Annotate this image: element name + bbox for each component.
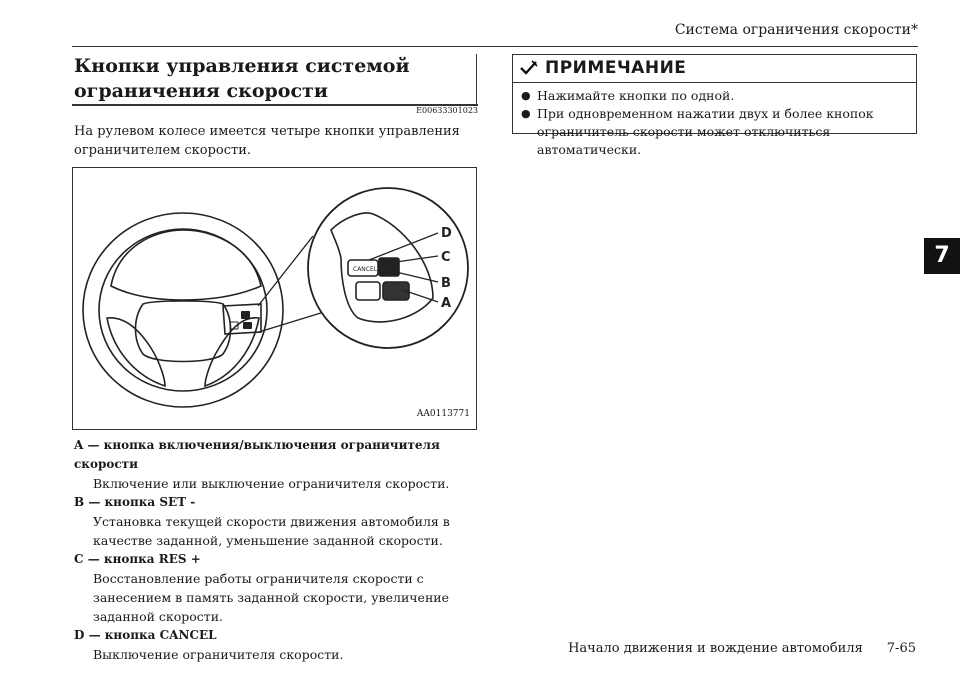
chapter-tab: 7 [924,238,960,274]
section-code: E00633301023 [416,106,478,115]
callout-label-a: A [441,296,452,311]
legend-item-desc: Установка текущей скорости движения автомобиля в качестве заданной, уменьшение заданной скорости. [93,514,450,548]
callout-label-c: C [441,250,451,265]
legend-item-desc: Восстановление работы ограничителя скорости с занесением в память заданной скорости, увеличение заданной скорости. [93,571,450,624]
steering-wheel-figure [72,167,477,430]
footer-chapter-title: Начало движения и вождение автомобиля [568,641,863,656]
legend-item [74,626,478,664]
callout-label-d: D [441,226,452,241]
note-header [519,58,686,78]
legend-item [74,550,478,626]
steering-wheel-illustration [73,168,478,431]
note-title: ПРИМЕЧАНИЕ [545,58,687,78]
button-legend [74,436,478,664]
note-item [521,87,910,105]
zoom-res-set-buttons [379,258,399,276]
note-list [521,87,910,159]
note-divider [513,82,916,83]
legend-item-desc: Включение или выключение ограничителя скорости. [93,476,450,491]
figure-code: AA0113771 [416,409,470,419]
bullet-icon: ● [521,89,531,102]
note-item-text: При одновременном нажатии двух и более кнопок ограничитель скорости может отключиться автоматически. [537,106,874,157]
legend-item-head: C — кнопка RES + [74,552,201,566]
wheel-rim-inner [99,229,267,391]
legend-item [74,436,478,493]
legend-item [74,493,478,550]
page-number: 7-65 [886,641,916,656]
wheel-upper-opening [111,230,261,300]
legend-item-head: D — кнопка CANCEL [74,628,217,642]
note-item-text: Нажимайте кнопки по одной. [537,88,735,103]
note-item [521,105,910,159]
legend-item-head: B — кнопка SET - [74,495,196,509]
bullet-icon: ● [521,107,531,120]
wheel-rim-outer [83,213,283,407]
legend-item-desc: Выключение ограничителя скорости. [93,647,344,662]
page-header-title: Система ограничения скорости* [674,22,918,38]
section-title-edge [476,54,477,105]
zoom-cancel-label: CANCEL [353,266,378,273]
legend-item-head: A — кнопка включения/выключения ограничителя скорости [74,438,440,471]
header-divider [72,46,918,47]
section-title: Кнопки управления системой ограничения скорости [74,55,410,102]
page-footer [568,641,916,656]
pencil-check-icon [519,59,539,77]
section-intro: На рулевом колесе имеется четыре кнопки управления ограничителем скорости. [74,124,460,158]
callout-label-b: B [441,276,451,291]
note-box [512,54,917,157]
